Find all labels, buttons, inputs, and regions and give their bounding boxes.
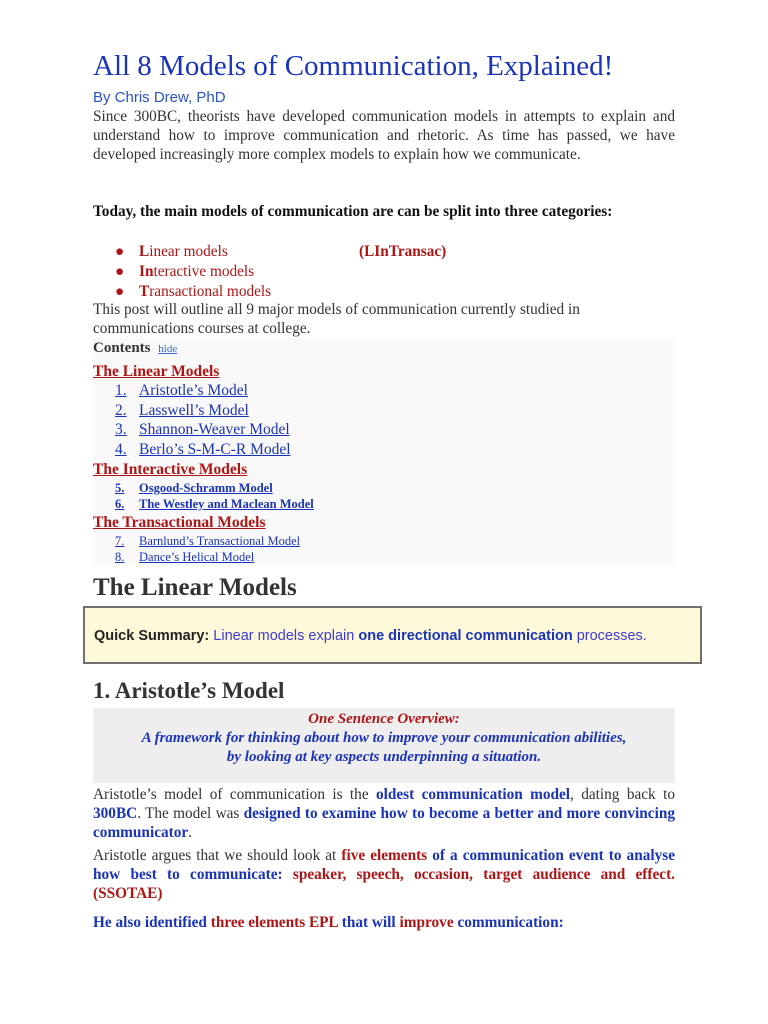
bullet-icon: ● xyxy=(115,263,125,280)
toc-section-linear[interactable]: The Linear Models xyxy=(93,363,220,380)
category-label: teractive models xyxy=(153,263,255,280)
text-run: . xyxy=(188,824,192,841)
toc-section-transactional[interactable]: The Transactional Models xyxy=(93,514,266,531)
toc-item-label: The Westley and Maclean Model xyxy=(139,497,314,511)
text-run: that will xyxy=(341,914,396,931)
toc-item-berlo[interactable] xyxy=(115,441,291,459)
category-initial: L xyxy=(139,243,150,260)
category-initial: T xyxy=(139,283,150,300)
toc-item-label: Osgood-Schramm Model xyxy=(139,481,273,495)
mnemonic: (LInTransac) xyxy=(359,243,447,260)
author-byline[interactable]: By Chris Drew, PhD xyxy=(93,89,226,106)
toc-item-label: Shannon-Weaver Model xyxy=(139,421,290,438)
summary-text: Linear models explain xyxy=(213,628,355,644)
overview-line: A framework for thinking about how to improve your communication abilities, xyxy=(141,730,627,746)
toc-item-label: Aristotle’s Model xyxy=(139,382,248,399)
emphasis: of a communication event to analyse how best to communicate: xyxy=(93,847,676,883)
body-paragraph xyxy=(93,913,675,932)
categories-lead: Today, the main models of communication are can be split into three categories: xyxy=(93,203,613,220)
toc-item-osgood-schramm[interactable] xyxy=(115,481,273,496)
emphasis: five elements xyxy=(341,847,428,864)
toc-heading xyxy=(93,340,177,357)
toc-item-number: 1. xyxy=(115,382,127,399)
emphasis: three elements EPL xyxy=(210,914,338,931)
toc-item-number: 5. xyxy=(115,481,125,495)
bullet-icon: ● xyxy=(115,243,125,260)
overview-line: by looking at key aspects underpinning a situation. xyxy=(226,749,542,765)
toc-item-aristotle[interactable] xyxy=(115,382,248,400)
toc-section-interactive[interactable]: The Interactive Models xyxy=(93,461,248,478)
text-run: He also identified xyxy=(93,914,207,931)
toc-item-label: Dance’s Helical Model xyxy=(139,550,255,564)
body-paragraph xyxy=(93,785,675,842)
body-paragraph xyxy=(93,846,675,903)
category-initial: In xyxy=(139,263,154,280)
quick-summary-text xyxy=(94,628,647,644)
section-heading-linear: The Linear Models xyxy=(93,574,297,601)
toc-item-barnlund[interactable] xyxy=(115,534,300,549)
list-item xyxy=(93,262,675,282)
category-label: inear models xyxy=(149,243,228,260)
page-title: All 8 Models of Communication, Explained! xyxy=(93,50,614,82)
list-item xyxy=(93,242,675,262)
toc-item-label: Barnlund’s Transactional Model xyxy=(139,534,301,548)
toc-item-dance[interactable] xyxy=(115,550,254,565)
intro-paragraph: Since 300BC, theorists have developed communication models in attempts to explain and understand how to improve communication and rhetoric. As time has passed, we have developed increasingly more complex models to explain how we communicate. xyxy=(93,108,675,163)
bullet-icon: ● xyxy=(115,283,125,300)
toc-item-label: Berlo’s S-M-C-R Model xyxy=(139,441,291,458)
section-heading-aristotle: 1. Aristotle’s Model xyxy=(93,678,285,703)
toc-item-number: 6. xyxy=(115,497,125,511)
summary-text: processes. xyxy=(576,628,647,644)
text-run: Aristotle argues that we should look at xyxy=(93,847,337,864)
toc-item-label: Lasswell’s Model xyxy=(139,402,249,419)
toc-item-number: 2. xyxy=(115,402,127,419)
emphasis: speaker, speech, occasion, target audience and effect. (SSOTAE) xyxy=(93,866,675,902)
list-item xyxy=(93,282,675,302)
toc-item-shannon-weaver[interactable] xyxy=(115,421,290,439)
toc-item-number: 4. xyxy=(115,441,127,458)
categories-list xyxy=(93,242,675,302)
quick-summary-label: Quick Summary: xyxy=(94,628,210,644)
toc-hide-link[interactable]: hide xyxy=(158,343,178,355)
emphasis: oldest communication model xyxy=(375,786,571,803)
toc-heading-label: Contents xyxy=(93,340,151,356)
overview-title: One Sentence Overview: xyxy=(308,711,460,727)
quick-summary-box xyxy=(83,606,702,664)
summary-emphasis: one directional communication xyxy=(358,628,573,644)
emphasis: improve xyxy=(399,914,454,931)
text-run: , dating back to xyxy=(570,786,675,803)
emphasis: designed to examine how to become a better and more convincing communicator xyxy=(93,805,675,841)
toc-item-lasswell[interactable] xyxy=(115,402,249,420)
category-label: ransactional models xyxy=(149,283,272,300)
overview-box xyxy=(93,708,675,783)
toc-item-number: 7. xyxy=(115,534,125,548)
toc-item-number: 8. xyxy=(115,550,125,564)
table-of-contents xyxy=(93,338,675,566)
text-run: Aristotle’s model of communication is the xyxy=(93,786,369,803)
text-run: . The model was xyxy=(137,805,240,822)
outline-paragraph: This post will outline all 9 major models of communication currently studied in communications courses at college. xyxy=(93,301,580,337)
toc-item-westley-maclean[interactable] xyxy=(115,497,314,512)
text-run: communication: xyxy=(457,914,564,931)
emphasis: 300BC xyxy=(93,805,138,822)
toc-item-number: 3. xyxy=(115,421,127,438)
